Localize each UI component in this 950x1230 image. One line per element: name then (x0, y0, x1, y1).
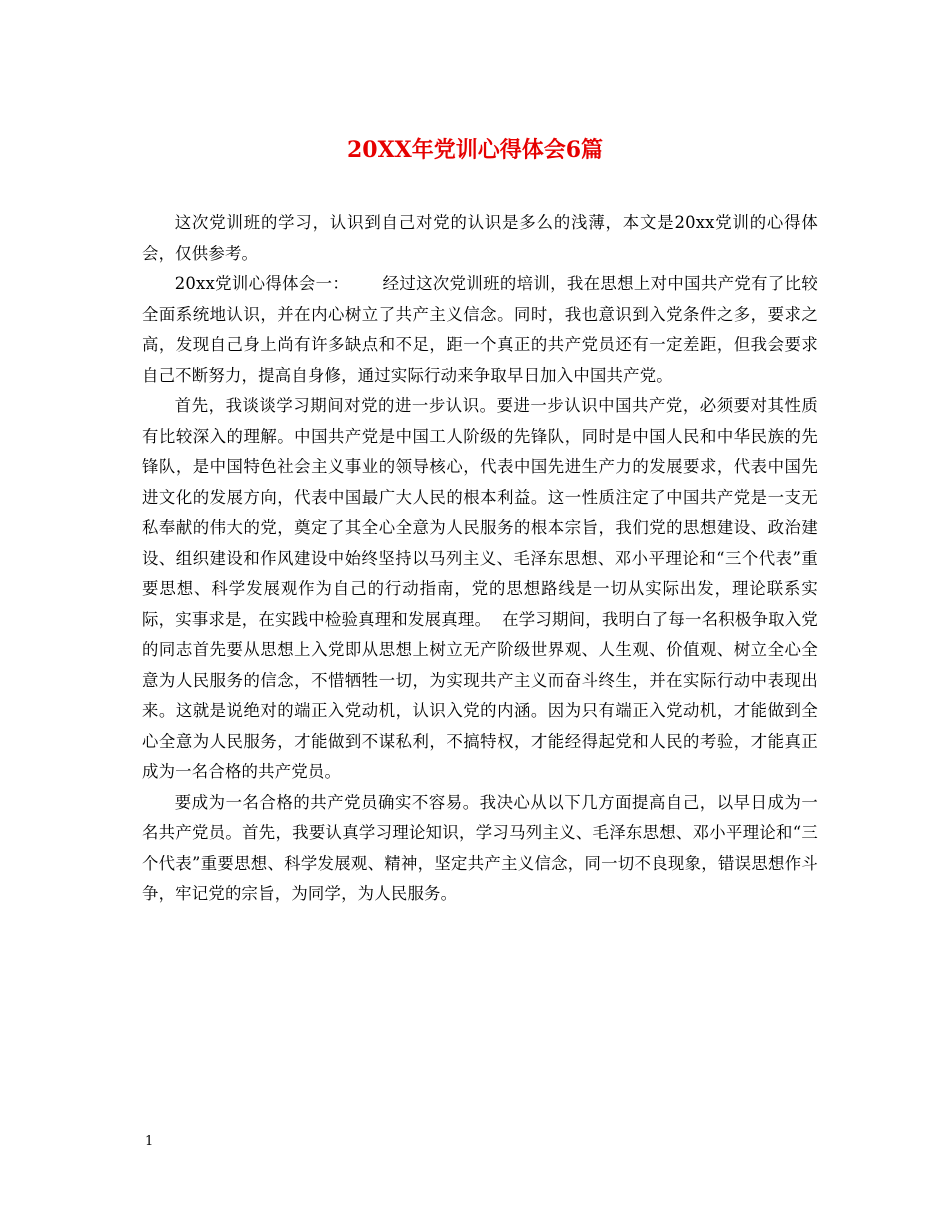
paragraph-experience-one: 20xx党训心得体会一： 经过这次党训班的培训，我在思想上对中国共产党有了比较全面系统地认识，并在内心树立了共产主义信念。同时，我也意识到入党条件之多，要求之高，发现自己身上尚有许多缺点和不足，距一个真正的共产党员还有一定差距，但我会要求自己不断努力，提高自身修，通过实际行动来争取早日加入中国共产党。 (142, 274, 818, 385)
paragraph-understanding: 首先，我谈谈学习期间对党的进一步认识。要进一步认识中国共产党，必须要对其性质有比较深入的理解。中国共产党是中国工人阶级的先锋队，同时是中国人民和中华民族的先锋队，是中国特色社会主义事业的领导核心，代表中国先进生产力的发展要求，代表中国先进文化的发展方向，代表中国最广大人民的根本利益。这一性质注定了中国共产党是一支无私奉献的伟大的党，奠定了其全心全意为人民服务的根本宗旨，我们党的思想建设、政治建设、组织建设和作风建设中始终坚持以马列主义、毛泽东思想、邓小平理论和“三个代表”重要思想、科学发展观作为自己的行动指南，党的思想路线是一切从实际出发，理论联系实际，实事求是，在实践中检验真理和发展真理。 在学习期间，我明白了每一名积极争取入党的同志首先要从思想上入党即从思想上树立无产阶级世界观、人生观、价值观、树立全心全意为人民服务的信念，不惜牺牲一切，为实现共产主义而奋斗终生，并在实际行动中表现出来。这就是说绝对的端正入党动机，认识入党的内涵。因为只有端正入党动机，才能做到全心全意为人民服务，才能做到不谋私利，不搞特权，才能经得起党和人民的考验，才能真正成为一名合格的共产党员。 (142, 396, 818, 781)
document-body (142, 208, 818, 910)
document-title: 20XX年党训心得体会6篇 (346, 137, 604, 163)
paragraph-intro: 这次党训班的学习，认识到自己对党的认识是多么的浅薄，本文是20xx党训的心得体会，仅供参考。 (142, 213, 818, 263)
page-number: 1 (145, 1134, 154, 1149)
paragraph-resolution: 要成为一名合格的共产党员确实不容易。我决心从以下几方面提高自己，以早日成为一名共产党员。首先，我要认真学习理论知识，学习马列主义、毛泽东思想、邓小平理论和“三个代表”重要思想、科学发展观、精神，坚定共产主义信念，同一切不良现象，错误思想作斗争，牢记党的宗旨，为同学，为人民服务。 (142, 792, 818, 903)
